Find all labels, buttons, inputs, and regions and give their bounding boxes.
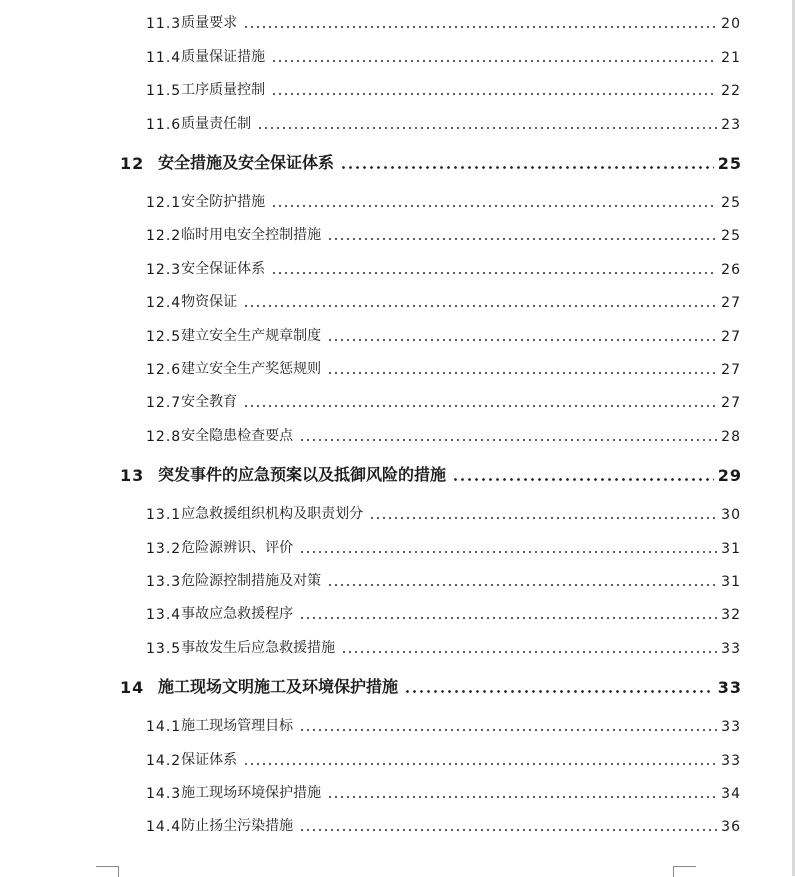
toc-entry-number: 14.2	[146, 753, 182, 769]
dot-leader	[452, 478, 714, 481]
toc-entry-13-4[interactable]	[146, 603, 741, 623]
toc-entry-title: 施工现场管理目标	[181, 718, 294, 734]
dot-leader	[327, 584, 717, 586]
toc-entry-page: 36	[721, 819, 741, 835]
toc-entry-11-5[interactable]	[146, 79, 741, 99]
toc-entry-page: 26	[721, 262, 741, 278]
toc-entry-12-2[interactable]	[146, 224, 741, 244]
toc-entry-title: 工序质量控制	[181, 82, 266, 98]
toc-entry-12-8[interactable]	[146, 425, 741, 445]
toc-entry-11-3[interactable]	[146, 12, 741, 32]
toc-entry-number: 12.8	[146, 429, 182, 445]
toc-entry-number: 12.3	[146, 262, 182, 278]
toc-entry-title: 危险源控制措施及对策	[181, 573, 322, 589]
dot-leader	[257, 127, 717, 129]
toc-entry-title: 质量责任制	[181, 116, 252, 132]
toc-entry-title: 施工现场环境保护措施	[181, 785, 322, 801]
toc-entry-title: 防止扬尘污染措施	[181, 818, 294, 834]
toc-entry-title: 安全保证体系	[181, 261, 266, 277]
toc-entry-number: 12.5	[146, 329, 182, 345]
toc-chapter-number: 14	[120, 678, 145, 697]
toc-entry-number: 13.5	[146, 641, 182, 657]
toc-entry-14-4[interactable]	[146, 815, 741, 835]
toc-entry-page: 34	[721, 786, 741, 802]
dot-leader	[271, 60, 717, 62]
dot-leader	[369, 517, 717, 519]
dot-leader	[299, 617, 717, 619]
toc-entry-page: 28	[721, 429, 741, 445]
dot-leader	[340, 166, 714, 169]
toc-entry-11-6[interactable]	[146, 113, 741, 133]
toc-chapter-page: 25	[717, 154, 742, 173]
toc-entry-page: 27	[721, 362, 741, 378]
dot-leader	[327, 796, 717, 798]
toc-entry-page: 25	[721, 228, 741, 244]
toc-chapter-title: 安全措施及安全保证体系	[158, 153, 335, 172]
toc-chapter-14[interactable]	[120, 674, 742, 697]
page-corner-mark-left	[96, 866, 119, 877]
toc-entry-title: 安全隐患检查要点	[181, 428, 294, 444]
toc-entry-number: 14.4	[146, 819, 182, 835]
toc-chapter-12[interactable]	[120, 150, 742, 173]
toc-entry-title: 事故发生后应急救援措施	[181, 640, 336, 656]
toc-entry-12-1[interactable]	[146, 191, 741, 211]
dot-leader	[327, 339, 717, 341]
page-corner-mark-right	[673, 866, 696, 877]
toc-entry-page: 31	[721, 541, 741, 557]
dot-leader	[271, 272, 717, 274]
dot-leader	[243, 405, 717, 407]
toc-entry-page: 23	[721, 117, 741, 133]
toc-entry-number: 13.1	[146, 507, 182, 523]
toc-entry-page: 33	[721, 753, 741, 769]
toc-chapter-13[interactable]	[120, 462, 742, 485]
toc-entry-11-4[interactable]	[146, 46, 741, 66]
dot-leader	[404, 690, 714, 693]
toc-entry-number: 13.4	[146, 607, 182, 623]
toc-entry-number: 12.4	[146, 295, 182, 311]
toc-entry-12-3[interactable]	[146, 258, 741, 278]
toc-entry-title: 建立安全生产奖惩规则	[181, 361, 322, 377]
toc-entry-page: 22	[721, 83, 741, 99]
dot-leader	[271, 205, 717, 207]
toc-entry-number: 11.3	[146, 16, 182, 32]
toc-entry-title: 临时用电安全控制措施	[181, 227, 322, 243]
dot-leader	[243, 763, 717, 765]
toc-entry-page: 27	[721, 395, 741, 411]
toc-chapter-number: 13	[120, 466, 145, 485]
toc-entry-page: 25	[721, 195, 741, 211]
dot-leader	[299, 729, 717, 731]
toc-entry-page: 32	[721, 607, 741, 623]
toc-entry-page: 33	[721, 719, 741, 735]
toc-entry-page: 21	[721, 50, 741, 66]
toc-chapter-title: 突发事件的应急预案以及抵御风险的措施	[158, 465, 447, 484]
dot-leader	[327, 372, 717, 374]
toc-chapter-title: 施工现场文明施工及环境保护措施	[158, 677, 399, 696]
toc-entry-13-3[interactable]	[146, 570, 741, 590]
dot-leader	[243, 305, 717, 307]
toc-entry-title: 事故应急救援程序	[181, 606, 294, 622]
toc-entry-12-6[interactable]	[146, 358, 741, 378]
toc-entry-title: 安全教育	[181, 394, 238, 410]
toc-entry-title: 建立安全生产规章制度	[181, 328, 322, 344]
dot-leader	[271, 93, 717, 95]
toc-chapter-number: 12	[120, 154, 145, 173]
toc-entry-number: 11.4	[146, 50, 182, 66]
toc-entry-title: 安全防护措施	[181, 194, 266, 210]
toc-entry-page: 27	[721, 295, 741, 311]
toc-entry-number: 11.6	[146, 117, 182, 133]
toc-entry-number: 12.2	[146, 228, 182, 244]
dot-leader	[299, 829, 717, 831]
toc-entry-14-2[interactable]	[146, 749, 741, 769]
toc-entry-page: 33	[721, 641, 741, 657]
toc-entry-number: 14.3	[146, 786, 182, 802]
dot-leader	[243, 26, 717, 28]
toc-entry-title: 应急救援组织机构及职责划分	[181, 506, 364, 522]
toc-entry-title: 保证体系	[181, 752, 238, 768]
toc-entry-title: 危险源辨识、评价	[181, 540, 294, 556]
toc-entry-13-2[interactable]	[146, 537, 741, 557]
toc-entry-number: 11.5	[146, 83, 182, 99]
toc-entry-12-4[interactable]	[146, 291, 741, 311]
dot-leader	[327, 238, 717, 240]
toc-chapter-page: 29	[717, 466, 742, 485]
toc-entry-13-1[interactable]	[146, 503, 741, 523]
toc-entry-number: 12.1	[146, 195, 182, 211]
dot-leader	[299, 551, 717, 553]
toc-chapter-page: 33	[717, 678, 742, 697]
toc-entry-number: 13.2	[146, 541, 182, 557]
toc-entry-title: 质量要求	[181, 15, 238, 31]
toc-entry-13-5[interactable]	[146, 637, 741, 657]
toc-entry-page: 31	[721, 574, 741, 590]
toc-entry-12-5[interactable]	[146, 325, 741, 345]
toc-entry-number: 13.3	[146, 574, 182, 590]
toc-entry-page: 27	[721, 329, 741, 345]
dot-leader	[299, 439, 717, 441]
toc-entry-title: 物资保证	[181, 294, 238, 310]
toc-entry-14-1[interactable]	[146, 715, 741, 735]
toc-entry-page: 30	[721, 507, 741, 523]
dot-leader	[341, 651, 717, 653]
toc-entry-number: 12.6	[146, 362, 182, 378]
toc-entry-number: 14.1	[146, 719, 182, 735]
toc-entry-12-7[interactable]	[146, 391, 741, 411]
toc-entry-title: 质量保证措施	[181, 49, 266, 65]
toc-entry-number: 12.7	[146, 395, 182, 411]
toc-entry-14-3[interactable]	[146, 782, 741, 802]
toc-entry-page: 20	[721, 16, 741, 32]
